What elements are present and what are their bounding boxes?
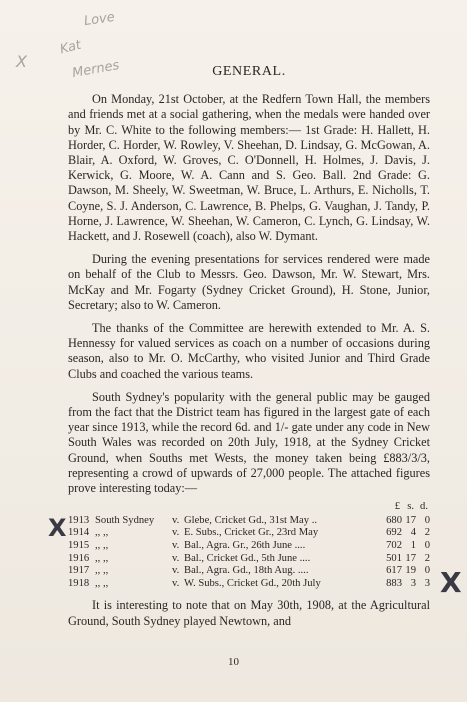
row-pence: 2: [424, 527, 430, 539]
row-pounds: 501: [386, 552, 402, 564]
header-pence: d.: [420, 501, 428, 513]
row-team: ,, ,,: [95, 552, 109, 564]
gate-receipts-table: [68, 501, 430, 590]
pencil-note-3: Mernes: [71, 57, 121, 82]
pencil-note-2: Kat: [58, 37, 83, 58]
paragraph-closing: It is interesting to note that on May 30th, 1908, at the Agricultural Ground, South Sydney played Newtown, and: [68, 598, 430, 628]
table-row: [68, 515, 430, 528]
row-shillings: 17: [405, 514, 416, 526]
row-pounds: 883: [386, 577, 402, 589]
row-pounds: 692: [386, 527, 402, 539]
row-versus: v.: [172, 514, 180, 526]
page-body: [68, 64, 430, 637]
row-year: 1913: [68, 514, 90, 526]
row-shillings: 19: [405, 565, 416, 577]
row-team: ,, ,,: [95, 565, 109, 577]
ink-x-mark-right: X: [440, 566, 462, 599]
row-team: ,, ,,: [95, 540, 109, 552]
table-row: [68, 540, 430, 553]
row-opponent: Bal., Agra. Gr., 26th June ....: [184, 540, 306, 552]
row-opponent: W. Subs., Cricket Gd., 20th July: [184, 577, 321, 589]
row-versus: v.: [172, 565, 180, 577]
paragraph-thanks: The thanks of the Committee are herewith extended to Mr. A. S. Hennessy for valued services as coach on a number of occasions during season, also to Mr. O. McCarthy, who visited Junior and Third Grade Clubs and coached the various teams.: [68, 321, 430, 381]
pencil-note-1: Love: [83, 9, 116, 30]
row-versus: v.: [172, 577, 180, 589]
ink-x-mark-left: X: [48, 514, 67, 542]
row-versus: v.: [172, 552, 180, 564]
pencil-x-mark: X: [16, 52, 27, 71]
header-shillings: s.: [407, 501, 414, 513]
table-row: [68, 527, 430, 540]
row-team: ,, ,,: [95, 577, 109, 589]
row-year: 1918: [68, 577, 90, 589]
row-pounds: 617: [386, 565, 402, 577]
row-versus: v.: [172, 540, 180, 552]
row-opponent: Bal., Cricket Gd., 5th June ....: [184, 552, 311, 564]
row-opponent: Bal., Agra. Gd., 18th Aug. ....: [184, 565, 309, 577]
paragraph-popularity: South Sydney's popularity with the general public may be gauged from the fact that the District team has figured in the largest gate of each year since 1913, while the record 6d. and 1/- gate under any code in New South Wales was recorded on 20th July, 1918, at the Sydney Cricket Ground, when Souths met Wests, the money taken being £883/3/3, representing a crowd of upwards of 27,000 people. The attached figures prove interesting today:—: [68, 389, 430, 496]
row-year: 1916: [68, 552, 90, 564]
row-shillings: 3: [410, 577, 416, 589]
row-opponent: Glebe, Cricket Gd., 31st May ..: [184, 514, 317, 526]
row-pence: 3: [424, 577, 430, 589]
row-opponent: E. Subs., Cricket Gr., 23rd May: [184, 527, 319, 539]
row-year: 1915: [68, 540, 90, 552]
row-shillings: 1: [410, 540, 416, 552]
row-pounds: 680: [386, 514, 402, 526]
row-pence: 2: [424, 552, 430, 564]
row-team: ,, ,,: [95, 527, 109, 539]
row-year: 1917: [68, 565, 90, 577]
row-pence: 0: [424, 565, 430, 577]
row-pence: 0: [424, 540, 430, 552]
section-heading: GENERAL.: [212, 64, 286, 79]
row-shillings: 17: [405, 552, 416, 564]
page-number: 10: [228, 656, 239, 668]
row-shillings: 4: [410, 527, 416, 539]
table-row: [68, 578, 430, 591]
paragraph-presentations: During the evening presentations for services rendered were made on behalf of the Club to Messrs. Geo. Dawson, Mr. W. Stewart, Mrs. McKay and Mr. Fogarty (Sydney Cricket Ground), H. Stone, Junior, Secretary; also to W. Cameron.: [68, 252, 430, 312]
row-year: 1914: [68, 527, 90, 539]
row-team: South Sydney: [95, 514, 155, 526]
row-versus: v.: [172, 527, 180, 539]
table-row: [68, 553, 430, 566]
row-pence: 0: [424, 514, 430, 526]
table-header: [68, 501, 430, 514]
header-pounds: £: [394, 501, 400, 513]
paragraph-medals: On Monday, 21st October, at the Redfern Town Hall, the members and friends met at a social gathering, when the medals were handed over by Mr. C. White to the following members:— 1st Grade: H. Hallett, H. Horder, C. Horder, W. Rowley, V. Sheehan, D. Lindsay, G. McGowan, A. Blair, A. Oxford, W. Groves, C. O'Donnell, H. Holmes, J. Davis, J. Kerwick, G. Moore, W. A. Cann and S. Geo. Ball. 2nd Grade: G. Dawson, M. Sheely, W. Sweetman, W. Bruce, L. Arthurs, E. Nicholls, T. Coyne, S. J. Anderson, C. Lawrence, B. Phelps, G. Vaughan, J. Tandy, P. Horne, J. Lawrence, W. Sheehan, W. Cameron, C. Lynch, G. Lindsay, W. Hackett, and J. Rosewell (coach), also W. Dymant.: [68, 92, 430, 244]
table-row: [68, 565, 430, 578]
row-pounds: 702: [386, 540, 402, 552]
